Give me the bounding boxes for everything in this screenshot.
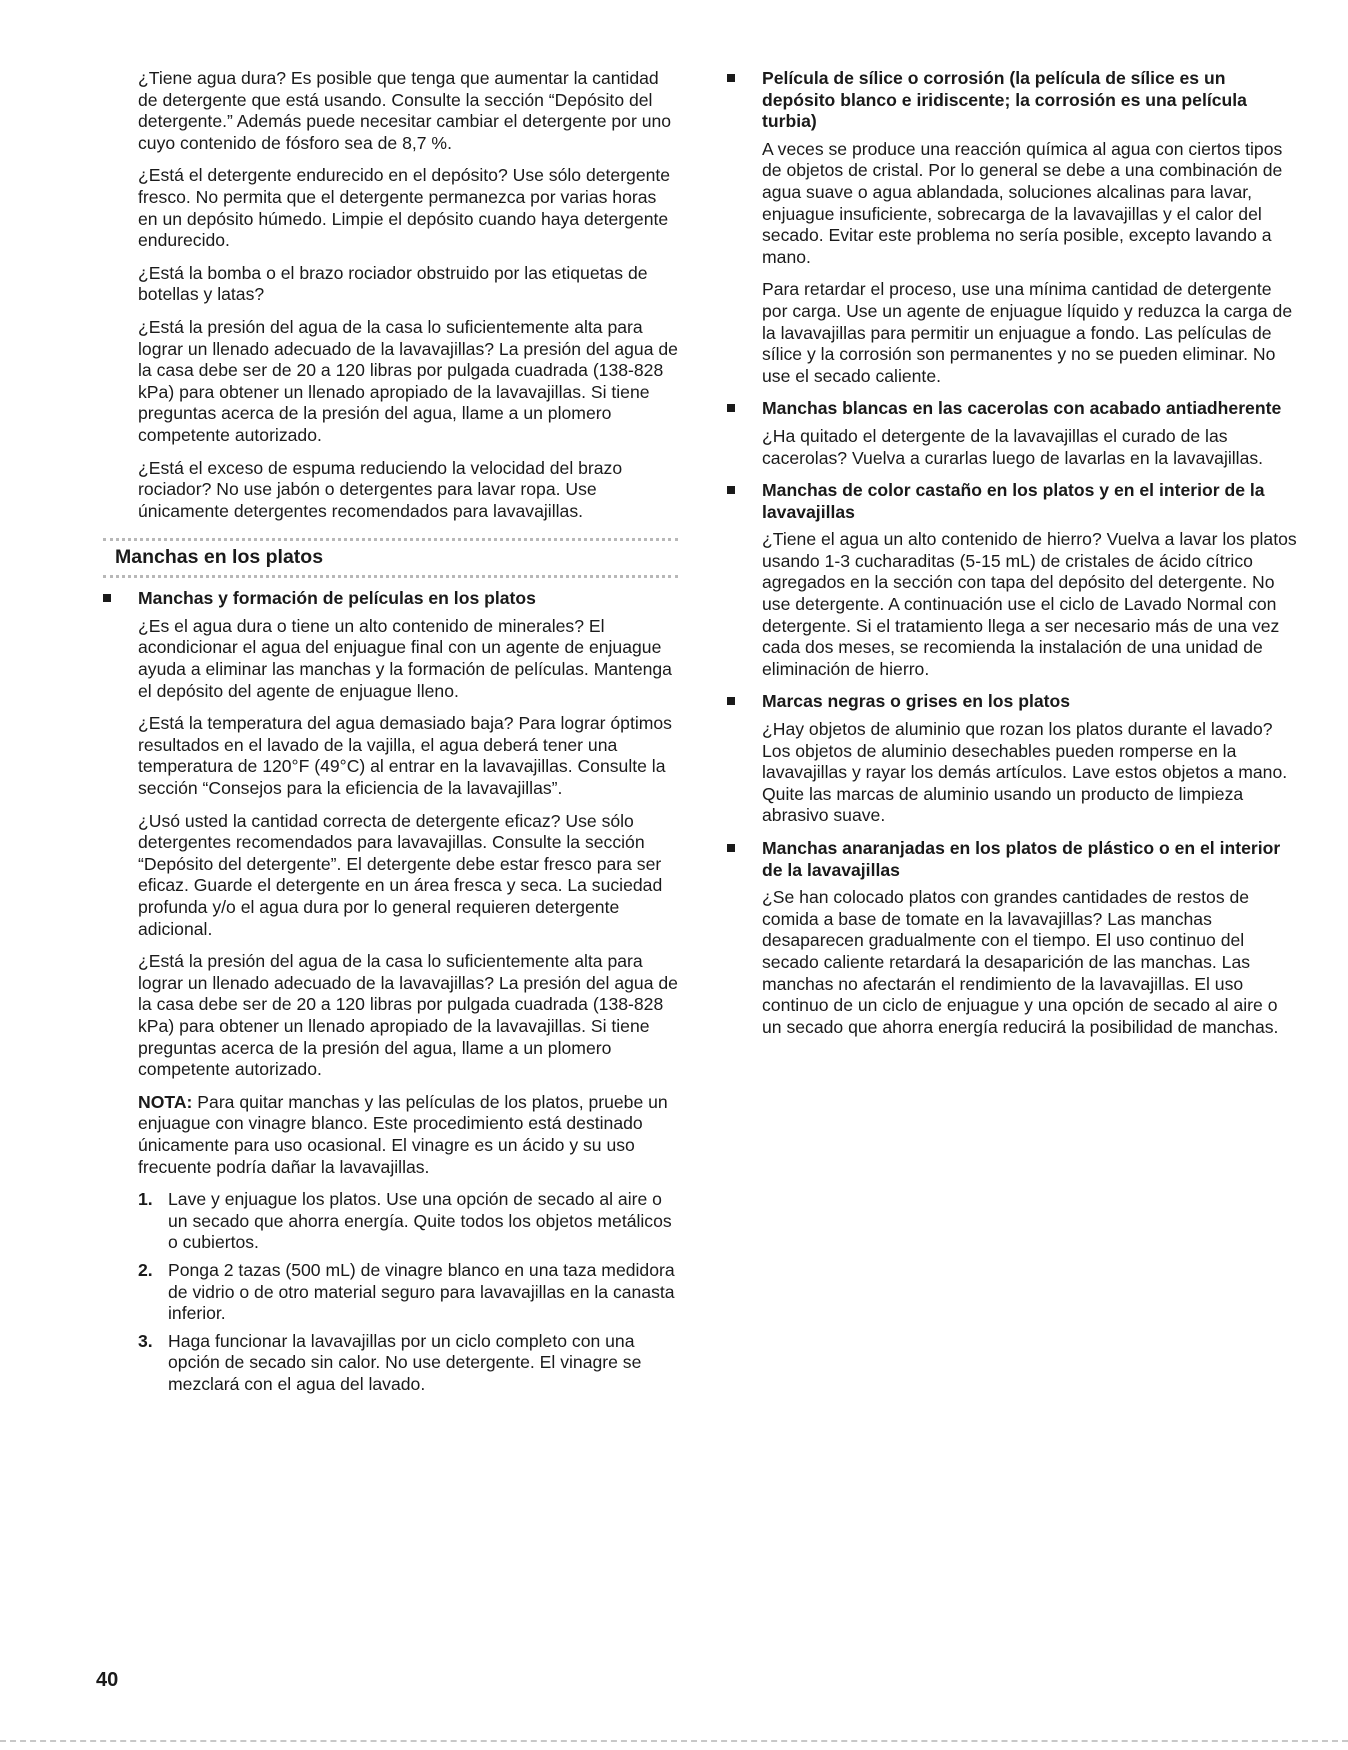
bullet-heading-text: Marcas negras o grises en los platos: [762, 691, 1071, 712]
step-number: 1.: [138, 1189, 153, 1210]
brown-stains-block: [727, 529, 1297, 680]
intro-block: [103, 68, 678, 522]
intro-paragraph-1: ¿Tiene agua dura? Es posible que tenga que aumentar la cantidad de detergente que está usando. Consulte la sección “Depósito del detergente.” Además puede necesitar cambiar el detergente por uno cuyo contenido de fósforo sea de 8,7 %.: [138, 68, 672, 153]
silica-paragraph-2: Para retardar el proceso, use una mínima cantidad de detergente por carga. Use un agente de enjuague líquido y reduzca la carga de la lavavajillas para permitir un enjuague a fondo. Las películas de sílice y la corrosión son permanentes y no se pueden eliminar. No use el secado caliente.: [762, 279, 1293, 386]
bullet-square-icon: [727, 844, 735, 852]
intro-paragraph-5: ¿Está el exceso de espuma reduciendo la velocidad del brazo rociador? No use jabón o detergentes para lavar ropa. Use únicamente detergentes recomendados para lavavajillas.: [138, 457, 623, 521]
bullet-square-icon: [727, 486, 735, 494]
spots-paragraph-4: ¿Está la presión del agua de la casa lo suficientemente alta para lograr un llenado adecuado de la lavavajillas? La presión del agua de la casa debe ser de 20 a 120 libras por pulgada cuadrada (138-828 kPa) para obtener un llenado apropiado de la lavavajillas. Si tiene preguntas acerca de la presión del agua, llame a un plomero competente autorizado.: [138, 951, 678, 1080]
orange-stains-paragraph: ¿Se han colocado platos con grandes cantidades de restos de comida a base de tomate en la lavavajillas? Las manchas desaparecen gradualmente con el tiempo. El uso continuo del secado caliente retardará la desaparición de las manchas. Las manchas no afectarán el rendimiento de la lavavajillas. El uso continuo de un ciclo de enjuague y una opción de secado al aire o un secado que ahorra energía reducirá la posibilidad de manchas.: [762, 887, 1279, 1037]
bullet-heading-text: Manchas de color castaño en los platos y en el interior de la lavavajillas: [762, 480, 1265, 522]
step-item: [138, 1189, 678, 1254]
black-marks-paragraph: ¿Hay objetos de aluminio que rozan los platos durante el lavado? Los objetos de aluminio desechables pueden romperse en la lavavajillas y rayar los demás artículos. Lave estos objetos a mano. Quite las marcas de aluminio usando un producto de limpieza abrasivo suave.: [762, 719, 1288, 826]
orange-stains-block: [727, 887, 1297, 1038]
note-paragraph: [138, 1092, 678, 1178]
right-column: [727, 68, 1297, 1049]
bullet-square-icon: [727, 404, 735, 412]
step-text: Lave y enjuague los platos. Use una opción de secado al aire o un secado que ahorra energía. Quite todos los objetos metálicos o cubiertos.: [168, 1189, 672, 1253]
note-label: NOTA:: [138, 1091, 193, 1112]
section-header: [103, 538, 678, 578]
step-text: Ponga 2 tazas (500 mL) de vinagre blanco en una taza medidora de vidrio o de otro material seguro para lavavajillas en la canasta inferior.: [168, 1259, 675, 1324]
silica-paragraph-1: A veces se produce una reacción química al agua con ciertos tipos de objetos de cristal. Por lo general se debe a una combinación de agua suave o agua ablandada, soluciones alcalinas para lavar, enjuague insuficiente, sobrecarga de la lavavajillas y el calor del secado. Evitar este problema no sería posible, excepto lavando a mano.: [762, 138, 1283, 267]
bullet-square-icon: [103, 594, 111, 602]
intro-paragraph-2: ¿Está el detergente endurecido en el depósito? Use sólo detergente fresco. No permita que el detergente permanezca por varias horas en un depósito húmedo. Limpie el depósito cuando haya detergente endurecido.: [138, 165, 671, 251]
left-column: [103, 68, 678, 1401]
page-number: 40: [96, 1669, 119, 1691]
bottom-divider: [0, 1740, 1348, 1742]
bullet-heading: [727, 838, 1297, 881]
step-item: [138, 1331, 678, 1396]
spots-paragraph-1: ¿Es el agua dura o tiene un alto contenido de minerales? El acondicionar el agua del enjuague final con un agente de enjuague ayuda a eliminar las manchas y la formación de películas. Mantenga el depósito del agente de enjuague lleno.: [138, 615, 672, 701]
bullet-heading: [727, 480, 1297, 523]
bullet-square-icon: [727, 74, 735, 82]
step-number: 3.: [138, 1330, 153, 1351]
section-title: Manchas en los platos: [115, 546, 324, 569]
bullet-heading: [727, 398, 1297, 420]
silica-block: [727, 139, 1297, 388]
brown-stains-paragraph: ¿Tiene el agua un alto contenido de hierro? Vuelva a lavar los platos usando 1-3 cucharaditas (5-15 mL) de cristales de ácido cítrico agregados en la sección con tapa del depósito del detergente. No use detergente. A continuación use el ciclo de Lavado Normal con detergente. Si el tratamiento llega a ser necesario más de una vez cada dos meses, se recomienda la instalación de una unidad de eliminación de hierro.: [762, 529, 1297, 679]
bullet-heading-text: Manchas y formación de películas en los platos: [138, 588, 536, 609]
bullet-heading: [727, 68, 1297, 133]
step-number: 2.: [138, 1259, 153, 1280]
spots-block: [103, 616, 678, 1396]
nonstick-block: [727, 426, 1297, 469]
note-text: Para quitar manchas y las películas de los platos, pruebe un enjuague con vinagre blanco. Este procedimiento está destinado únicamente para uso ocasional. El vinagre es un ácido y su uso frecuente podría dañar la lavavajillas.: [138, 1091, 668, 1177]
bullet-heading-text: Película de sílice o corrosión (la película de sílice es un depósito blanco e iridiscente; la corrosión es una película turbia): [762, 68, 1247, 132]
intro-paragraph-4: ¿Está la presión del agua de la casa lo suficientemente alta para lograr un llenado adecuado de la lavavajillas? La presión del agua de la casa debe ser de 20 a 120 libras por pulgada cuadrada (138-828 kPa) para obtener un llenado apropiado de la lavavajillas. Si tiene preguntas acerca de la presión del agua, llame a un plomero competente autorizado.: [138, 316, 678, 445]
bullet-heading-text: Manchas blancas en las cacerolas con acabado antiadherente: [762, 398, 1282, 419]
nonstick-paragraph: ¿Ha quitado el detergente de la lavavajillas el curado de las cacerolas? Vuelva a curarlas luego de lavarlas en la lavavajillas.: [762, 425, 1264, 468]
black-marks-block: [727, 719, 1297, 827]
bullet-heading: [103, 588, 678, 610]
bullet-square-icon: [727, 697, 735, 705]
step-item: [138, 1260, 678, 1325]
bullet-heading: [727, 691, 1297, 713]
intro-paragraph-3: ¿Está la bomba o el brazo rociador obstruido por las etiquetas de botellas y latas?: [138, 262, 648, 305]
spots-paragraph-3: ¿Usó usted la cantidad correcta de detergente eficaz? Use sólo detergentes recomendados para lavavajillas. Consulte la sección “Depósito del detergente”. El detergente debe estar fresco para ser eficaz. Guarde el detergente en un área fresca y seca. La suciedad profunda y/o el agua dura por lo general requieren detergente adicional.: [138, 810, 663, 939]
bullet-heading-text: Manchas anaranjadas en los platos de plástico o en el interior de la lavavajillas: [762, 838, 1281, 880]
step-text: Haga funcionar la lavavajillas por un ciclo completo con una opción de secado sin calor. No use detergente. El vinagre se mezclará con el agua del lavado.: [168, 1330, 642, 1394]
spots-paragraph-2: ¿Está la temperatura del agua demasiado baja? Para lograr óptimos resultados en el lavado de la vajilla, el agua deberá tener una temperatura de 120°F (49°C) al entrar en la lavavajillas. Consulte la sección “Consejos para la eficiencia de la lavavajillas”.: [138, 713, 672, 799]
